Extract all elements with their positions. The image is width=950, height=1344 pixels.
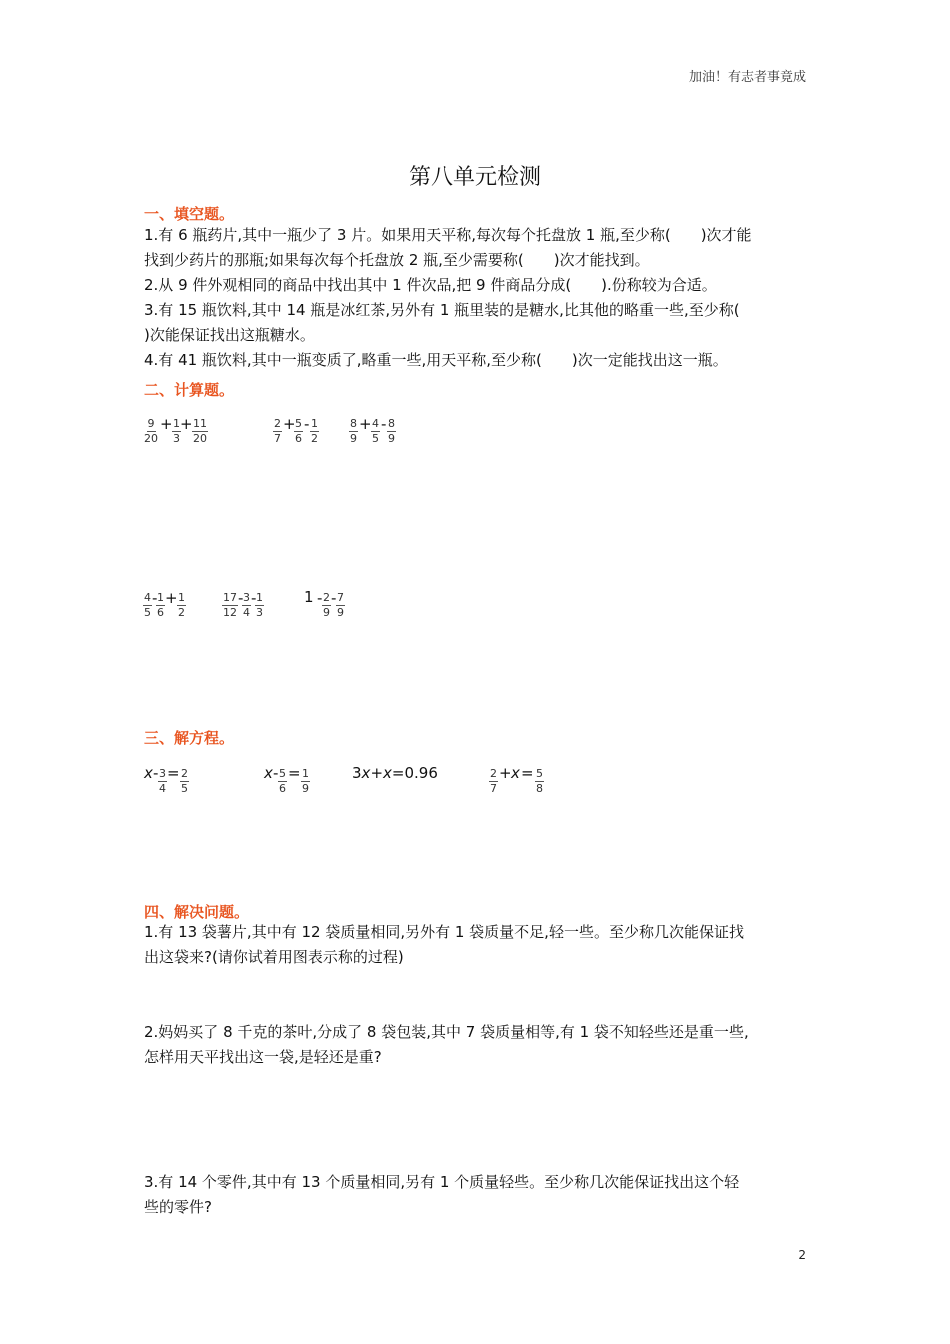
word-problem-2 <box>144 1020 808 1070</box>
operator: + <box>359 415 372 433</box>
page-number: 2 <box>798 1248 806 1262</box>
equation-rhs: =0.96 <box>391 764 438 782</box>
question-line: )次能保证找出这瓶糖水。 <box>144 326 315 344</box>
operator: + <box>165 589 178 607</box>
question-line: 1.有 6 瓶药片,其中一瓶少了 3 片。如果用天平称,每次每个托盘放 1 瓶,至少称( )次才能 <box>144 226 752 244</box>
question-line: 怎样用天平找出这一袋,是轻还是重? <box>144 1048 382 1066</box>
operator: - <box>317 589 323 607</box>
variable: x <box>383 764 392 782</box>
question-line: 3.有 15 瓶饮料,其中 14 瓶是冰红茶,另外有 1 瓶里装的是糖水,比其他的略重一些,至少称( <box>144 301 740 319</box>
operator: - <box>238 589 244 607</box>
operator: - <box>251 589 257 607</box>
whole-number: 1 <box>304 588 314 606</box>
fraction: $\frac{2}{5}$ <box>181 767 188 795</box>
operator: + <box>180 415 193 433</box>
equals-sign: = <box>288 764 301 782</box>
operator: + <box>499 764 512 782</box>
operator: - <box>152 589 158 607</box>
page-title: 第八单元检测 <box>408 165 541 190</box>
variable: x <box>511 764 520 782</box>
question-line: 2.妈妈买了 8 千克的茶叶,分成了 8 袋包装,其中 7 袋质量相等,有 1 袋不知轻些还是重一些, <box>144 1023 749 1041</box>
fraction: $\frac{1}{6}$ <box>157 591 164 619</box>
question-line: 找到少药片的那瓶;如果每次每个托盘放 2 瓶,至少需要称( )次才能找到。 <box>144 251 650 269</box>
fraction: $\frac{8}{9}$ <box>388 417 395 445</box>
operator: - <box>153 764 159 782</box>
fraction: $\frac{11}{20}$ <box>193 417 207 445</box>
question-line: 4.有 41 瓶饮料,其中一瓶变质了,略重一些,用天平称,至少称( )次一定能找出这一瓶。 <box>144 351 728 369</box>
fraction: $\frac{7}{9}$ <box>337 591 344 619</box>
fraction: $\frac{1}{2}$ <box>178 591 185 619</box>
coefficient: 3 <box>352 764 362 782</box>
section-heading-equations: 三、解方程。 <box>144 729 235 747</box>
fraction: $\frac{1}{2}$ <box>311 417 318 445</box>
section-heading-calculation: 二、计算题。 <box>144 381 235 399</box>
variable: x <box>264 764 273 782</box>
fraction: $\frac{9}{20}$ <box>144 417 158 445</box>
equation <box>352 764 438 782</box>
operator: - <box>381 415 387 433</box>
fraction: $\frac{5}{8}$ <box>536 767 543 795</box>
fraction: $\frac{1}{9}$ <box>302 767 309 795</box>
fraction: $\frac{2}{7}$ <box>490 767 497 795</box>
word-problem-1 <box>144 920 808 970</box>
fill-blank-questions <box>144 223 808 373</box>
section-heading-word-problems: 四、解决问题。 <box>144 903 250 921</box>
operator: + <box>283 415 296 433</box>
question-line: 1.有 13 袋薯片,其中有 12 袋质量相同,另外有 1 袋质量不足,轻一些。至少称几次能保证找 <box>144 923 744 941</box>
fraction: $\frac{3}{4}$ <box>159 767 166 795</box>
equals-sign: = <box>167 764 180 782</box>
fraction: $\frac{5}{6}$ <box>279 767 286 795</box>
operator: - <box>304 415 310 433</box>
fraction: $\frac{2}{7}$ <box>274 417 281 445</box>
fraction: $\frac{1}{3}$ <box>173 417 180 445</box>
operator: + <box>370 764 384 782</box>
section-heading-fill-blank: 一、填空题。 <box>144 205 235 223</box>
question-line: 出这袋来?(请你试着用图表示称的过程) <box>144 948 404 966</box>
fraction: $\frac{1}{3}$ <box>256 591 263 619</box>
operator: - <box>331 589 337 607</box>
fraction: $\frac{4}{5}$ <box>372 417 379 445</box>
operator: + <box>160 415 173 433</box>
fraction: $\frac{2}{9}$ <box>323 591 330 619</box>
fraction: $\frac{17}{12}$ <box>223 591 237 619</box>
question-line: 2.从 9 件外观相同的商品中找出其中 1 件次品,把 9 件商品分成( ).份称较为合适。 <box>144 276 717 294</box>
fraction: $\frac{3}{4}$ <box>243 591 250 619</box>
fraction: $\frac{4}{5}$ <box>144 591 151 619</box>
variable: x <box>361 764 371 782</box>
variable: x <box>144 764 153 782</box>
equals-sign: = <box>521 764 534 782</box>
header-motto: 加油！有志者事竟成 <box>688 70 806 85</box>
question-line: 些的零件? <box>144 1198 212 1216</box>
fraction: $\frac{8}{9}$ <box>350 417 357 445</box>
question-line: 3.有 14 个零件,其中有 13 个质量相同,另有 1 个质量轻些。至少称几次能保证找出这个轻 <box>144 1173 740 1191</box>
operator: - <box>273 764 279 782</box>
word-problem-3 <box>144 1170 808 1220</box>
fraction: $\frac{5}{6}$ <box>295 417 302 445</box>
